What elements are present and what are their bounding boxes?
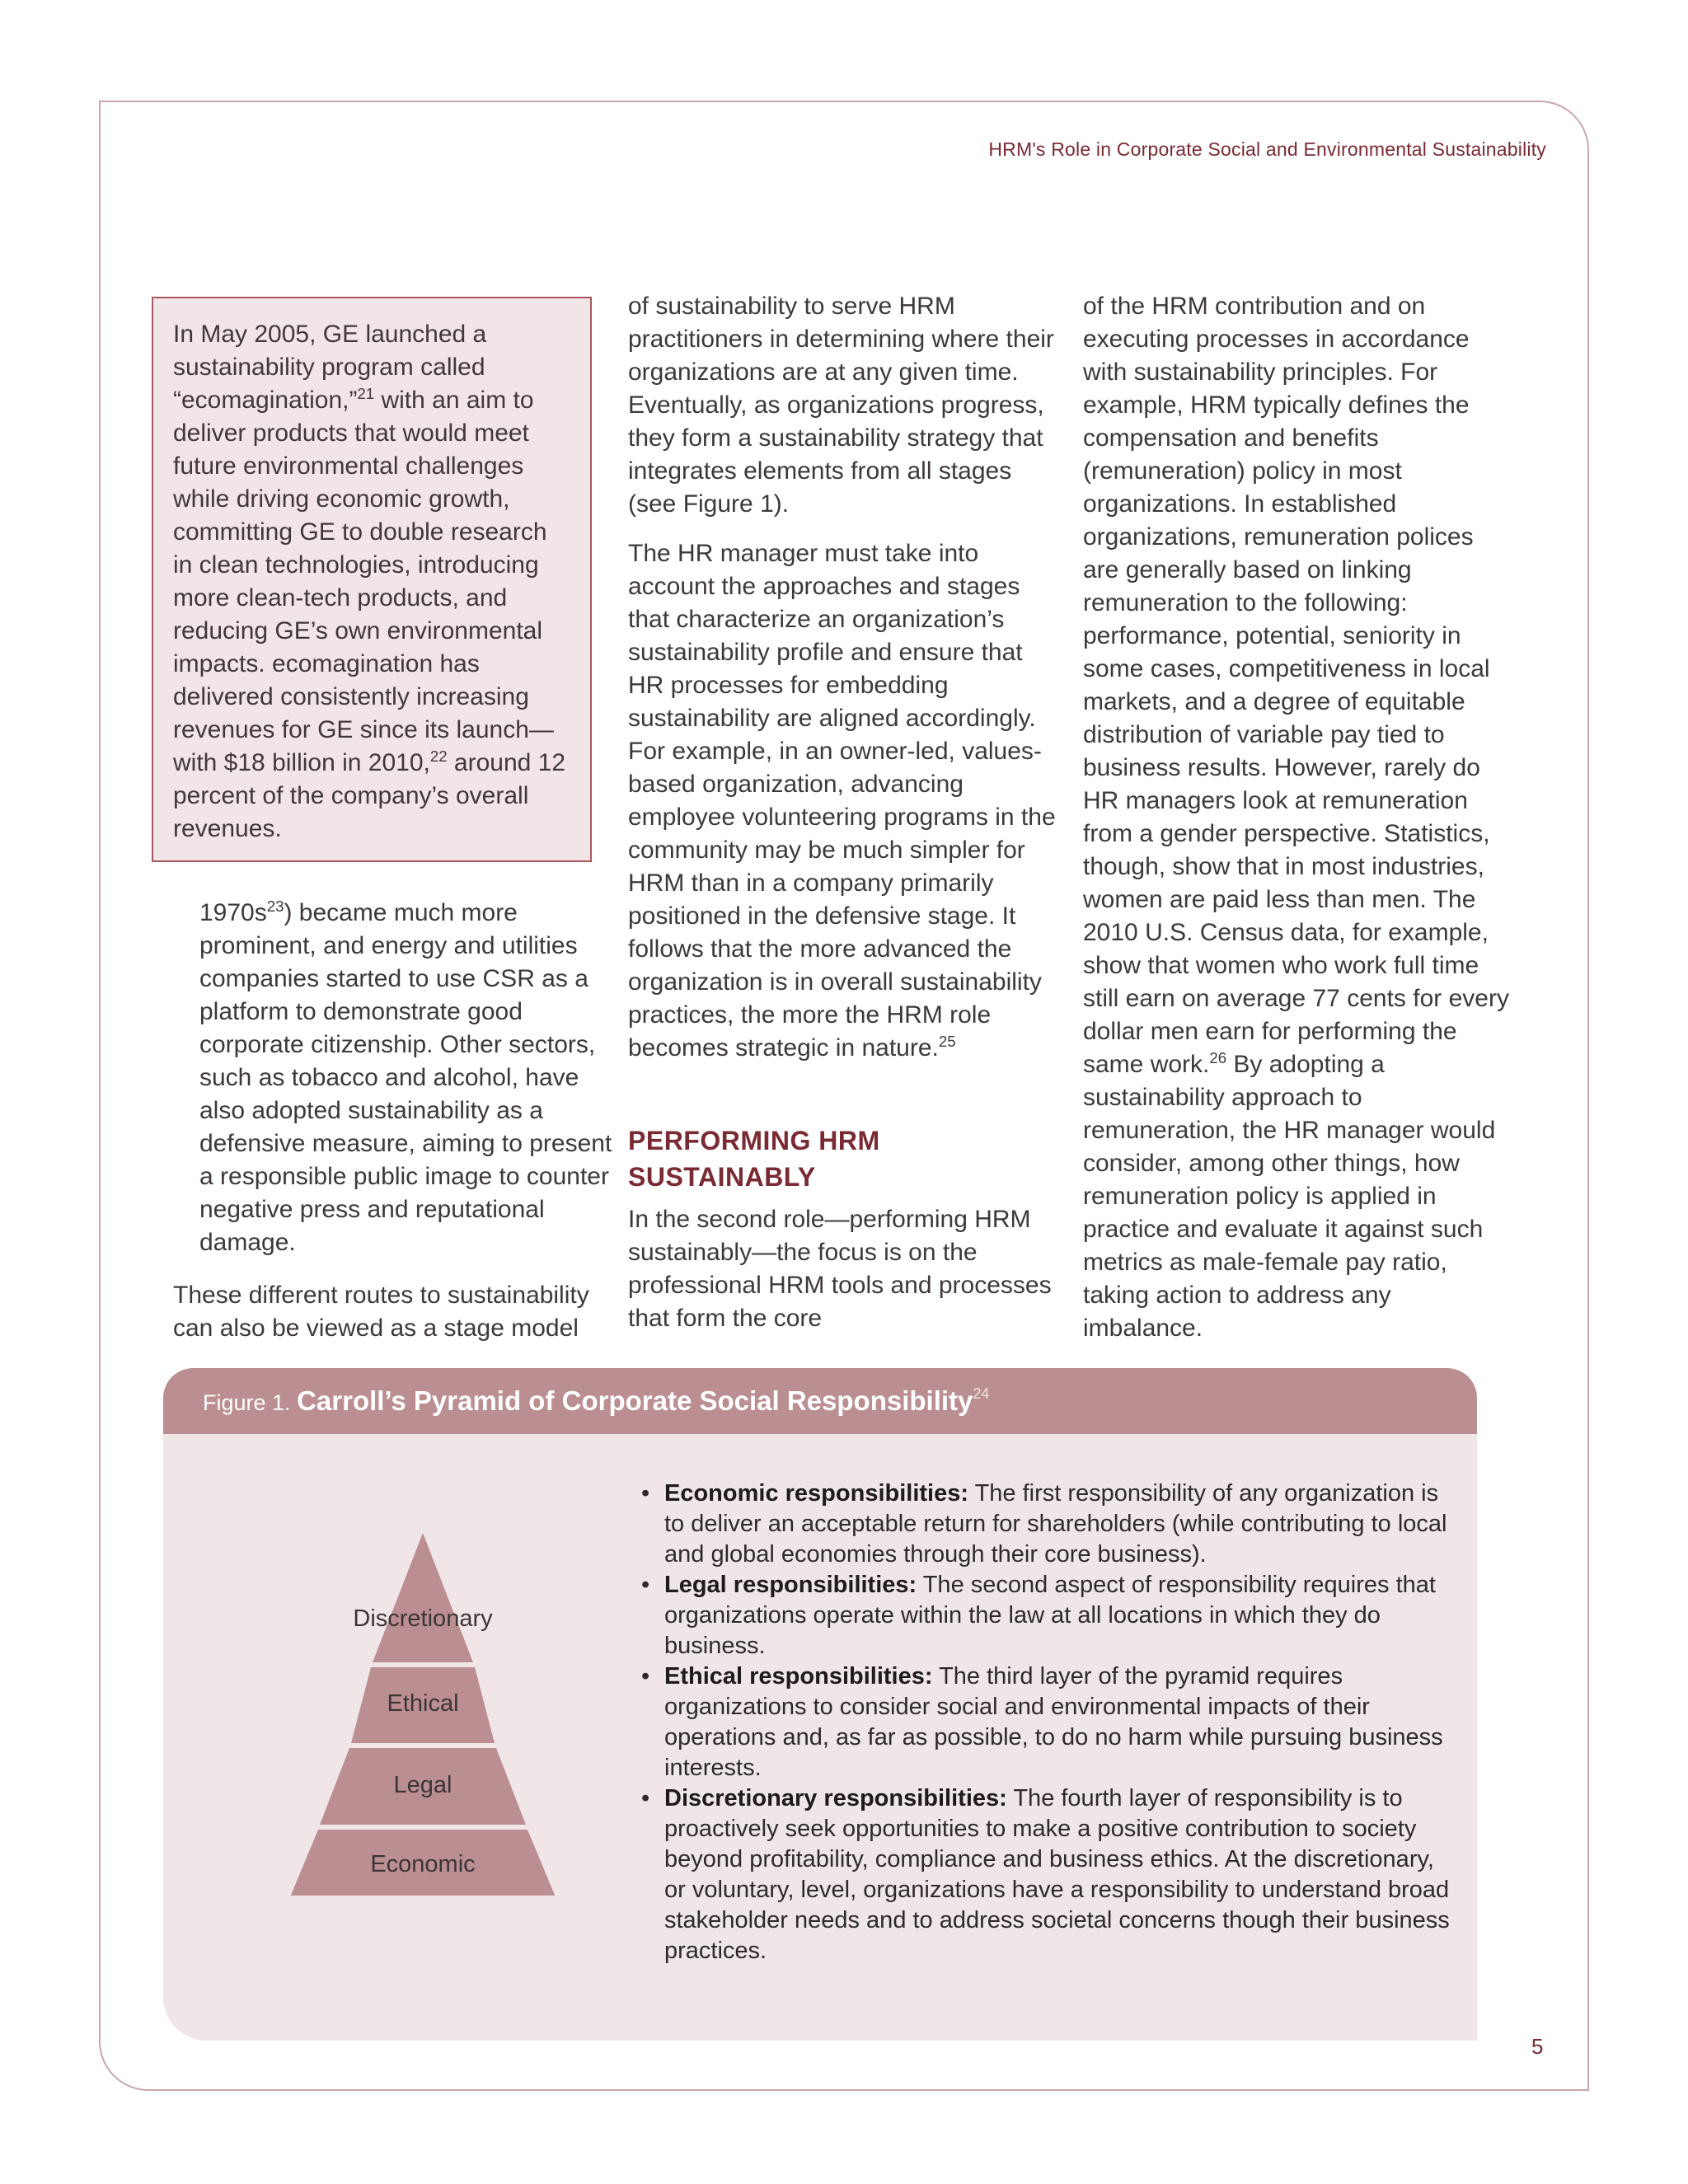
figure-panel	[163, 1368, 1477, 2041]
bullet-icon: •	[641, 1572, 650, 1598]
footnote-ref: 25	[938, 1033, 956, 1050]
body-text: By adopting a sustainability approach to remuneration, the HR manager would consider, among other things, how remuneration policy is applied in practice and evaluate it against such metrics as male-female pay ratio, taking action to address any imbalance.	[1083, 1051, 1496, 1342]
page-number: 5	[1531, 2034, 1544, 2059]
list-text: The fourth layer of responsibility is to proactively seek opportunities to make a positive contribution to society beyond profitability, compliance and business ethics. At the discretionary, or voluntary, level, organizations have a responsibility to understand broad stakeholder needs and to address societal concerns though their business practices.	[664, 1785, 1450, 1964]
column1-paragraph-2: These different routes to sustainability can also be viewed as a stage model	[173, 1282, 589, 1342]
body-text: The HR manager must take into account the approaches and stages that characterize an organization’s sustainability profile and ensure that HR processes for embedding sustainability are aligned accordingly. For example, in an owner-led, values-based organization, advancing employee volunteering programs in the community may be much simpler for HRM than in a company primarily positioned in the defensive stage. It follows that the more advanced the organization is in overall sustainability practices, the more the HRM role becomes strategic in nature.	[628, 540, 1056, 1062]
figure-title-text: Carroll’s Pyramid of Corporate Social Responsibility	[297, 1385, 973, 1416]
pyramid-label-legal: Legal	[393, 1772, 452, 1798]
bullet-icon: •	[641, 1480, 650, 1507]
sidebar-callout	[152, 297, 592, 862]
sidebar-text: In May 2005, GE launched a sustainability program called “ecomagination,”	[173, 321, 487, 414]
pyramid-label-economic: Economic	[370, 1851, 476, 1877]
section-heading: PERFORMING HRM SUSTAINABLY	[628, 1126, 880, 1192]
pyramid-label-discretionary: Discretionary	[353, 1605, 493, 1632]
column2-paragraph-1: of sustainability to serve HRM practitioners in determining where their organizations are at any given time. Eventually, as organizations progress, they form a sustainability strategy that integrates elements from all stages (see Figure 1).	[628, 293, 1054, 518]
bullet-icon: •	[641, 1785, 650, 1811]
footnote-ref: 21	[357, 385, 375, 402]
footnote-ref: 23	[266, 898, 284, 915]
sidebar-text: around 12 percent of the company’s overall revenues.	[173, 749, 566, 842]
list-item	[641, 1570, 1457, 1661]
csr-pyramid	[204, 1533, 641, 1896]
list-term: Discretionary responsibilities:	[664, 1785, 1007, 1811]
responsibility-list	[641, 1479, 1457, 1966]
column3-paragraph	[1083, 290, 1512, 1345]
column3	[1083, 290, 1512, 1361]
pyramid-tier-discretionary	[373, 1533, 473, 1662]
footnote-ref: 24	[973, 1385, 990, 1402]
figure-title	[203, 1383, 989, 1421]
list-term: Economic responsibilities:	[664, 1480, 969, 1507]
body-text: 1970s	[199, 899, 267, 926]
bullet-icon: •	[641, 1663, 650, 1690]
footnote-ref: 22	[429, 748, 448, 765]
figure-label: Figure 1.	[203, 1390, 291, 1415]
list-text: The first responsibility of any organization is to deliver an acceptable return for shareholders (while contributing to local and global economies through their core business).	[664, 1480, 1447, 1568]
list-item	[641, 1661, 1457, 1783]
list-text: The second aspect of responsibility requires that organizations operate within the law at all locations in which they do business.	[664, 1572, 1436, 1659]
column2-paragraph-3: In the second role—performing HRM sustainably—the focus is on the professional HRM tools and processes that form the core	[628, 1206, 1052, 1332]
list-item	[641, 1479, 1457, 1570]
running-header: HRM's Role in Corporate Social and Environmental Sustainability	[988, 138, 1546, 160]
pyramid-label-ethical: Ethical	[387, 1690, 459, 1717]
figure-header-bar	[163, 1368, 1477, 1434]
column2-paragraph-2	[628, 537, 1057, 1065]
list-text: The third layer of the pyramid requires organizations to consider social and environmental impacts of their operations and, as far as possible, to do no harm while pursuing business interests.	[664, 1663, 1443, 1781]
column2	[628, 290, 1057, 1081]
list-item	[641, 1783, 1457, 1966]
list-term: Ethical responsibilities:	[664, 1663, 933, 1690]
list-term: Legal responsibilities:	[664, 1572, 917, 1598]
sidebar-text: with an aim to deliver products that would meet future environmental challenges while driving economic growth, committing GE to double research in clean technologies, introducing more clean-tech products, and reducing GE’s own environmental impacts. ecomagination has delivered consistently increasing revenues for GE since its launch—with $18 billion in 2010,	[173, 387, 554, 776]
body-text: of the HRM contribution and on executing processes in accordance with sustainability principles. For example, HRM typically defines the compensation and benefits (remuneration) policy in most organizations. In established organizations, remuneration polices are generally based on linking remuneration to the following: performance, potential, seniority in some cases, competitiveness in local markets, and a degree of equitable distribution of variable pay tied to business results. However, rarely do HR managers look at remuneration from a gender perspective. Statistics, though, show that in most industries, women are paid less than men. The 2010 U.S. Census data, for example, show that women who work full time still earn on average 77 cents for every dollar men earn for performing the same work.	[1083, 293, 1509, 1078]
column1-paragraph	[199, 897, 620, 1259]
footnote-ref: 26	[1209, 1049, 1227, 1066]
body-text: ) became much more prominent, and energy and utilities companies started to use CSR as a platform to demonstrate good corporate citizenship. Other sectors, such as tobacco and alcohol, have also adopted sustainability as a defensive measure, aiming to present a responsible public image to counter negative press and reputational damage.	[199, 899, 612, 1256]
